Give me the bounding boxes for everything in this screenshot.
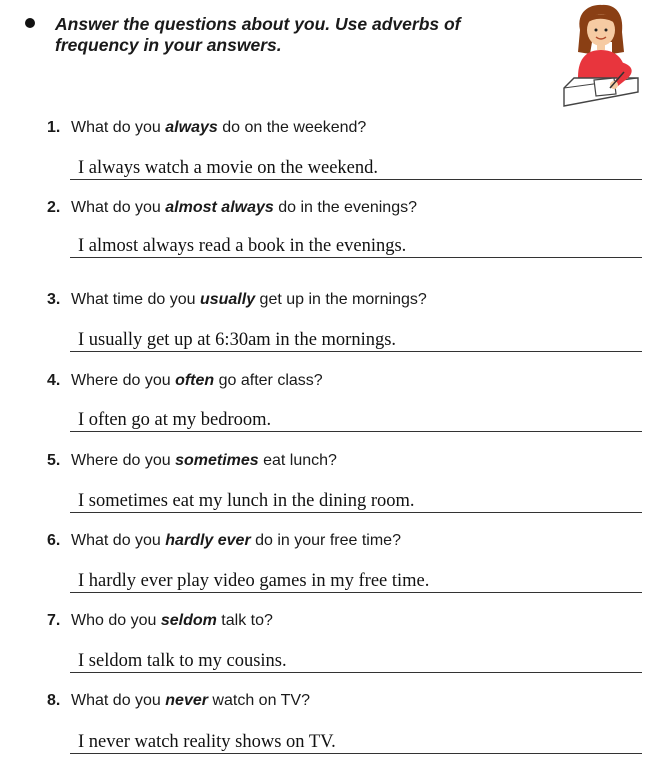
question-number: 7.: [47, 612, 61, 629]
question-number: 3.: [47, 291, 61, 308]
adverb-emphasis: usually: [199, 291, 256, 308]
question-7: 7. Who do you seldom talk to?: [47, 612, 273, 629]
answer-line-2[interactable]: I almost always read a book in the evenings.: [70, 236, 642, 258]
question-number: 2.: [47, 199, 61, 216]
bullet-point: [25, 18, 35, 28]
answer-line-7[interactable]: I seldom talk to my cousins.: [70, 651, 642, 673]
question-4: 4. Where do you often go after class?: [47, 372, 323, 389]
answer-line-3[interactable]: I usually get up at 6:30am in the mornings.: [70, 330, 642, 352]
answer-line-8[interactable]: I never watch reality shows on TV.: [70, 732, 642, 754]
adverb-emphasis: never: [165, 692, 208, 709]
question-8: 8. What do you never watch on TV?: [47, 692, 310, 709]
question-number: 5.: [47, 452, 61, 469]
adverb-emphasis: hardly ever: [165, 532, 251, 549]
adverb-emphasis: often: [175, 372, 215, 389]
instructions-text: Answer the questions about you. Use adverbs of frequency in your answers.: [55, 14, 461, 55]
adverb-emphasis: sometimes: [175, 452, 259, 469]
question-number: 6.: [47, 532, 61, 549]
student-writing-illustration: [562, 2, 644, 112]
answer-line-1[interactable]: I always watch a movie on the weekend.: [70, 158, 642, 180]
question-6: 6. What do you hardly ever do in your free time?: [47, 532, 401, 549]
question-number: 8.: [47, 692, 61, 709]
answer-line-4[interactable]: I often go at my bedroom.: [70, 410, 642, 432]
question-3: 3. What time do you usually get up in the mornings?: [47, 291, 427, 308]
answer-line-5[interactable]: I sometimes eat my lunch in the dining room.: [70, 491, 642, 513]
question-1: 1. What do you always do on the weekend?: [47, 119, 367, 136]
question-number: 1.: [47, 119, 61, 136]
question-5: 5. Where do you sometimes eat lunch?: [47, 452, 337, 469]
question-2: 2. What do you almost always do in the evenings?: [47, 199, 417, 216]
question-number: 4.: [47, 372, 61, 389]
adverb-emphasis: always: [165, 119, 218, 136]
answer-line-6[interactable]: I hardly ever play video games in my free time.: [70, 571, 642, 593]
adverb-emphasis: almost always: [165, 199, 274, 216]
adverb-emphasis: seldom: [160, 612, 217, 629]
